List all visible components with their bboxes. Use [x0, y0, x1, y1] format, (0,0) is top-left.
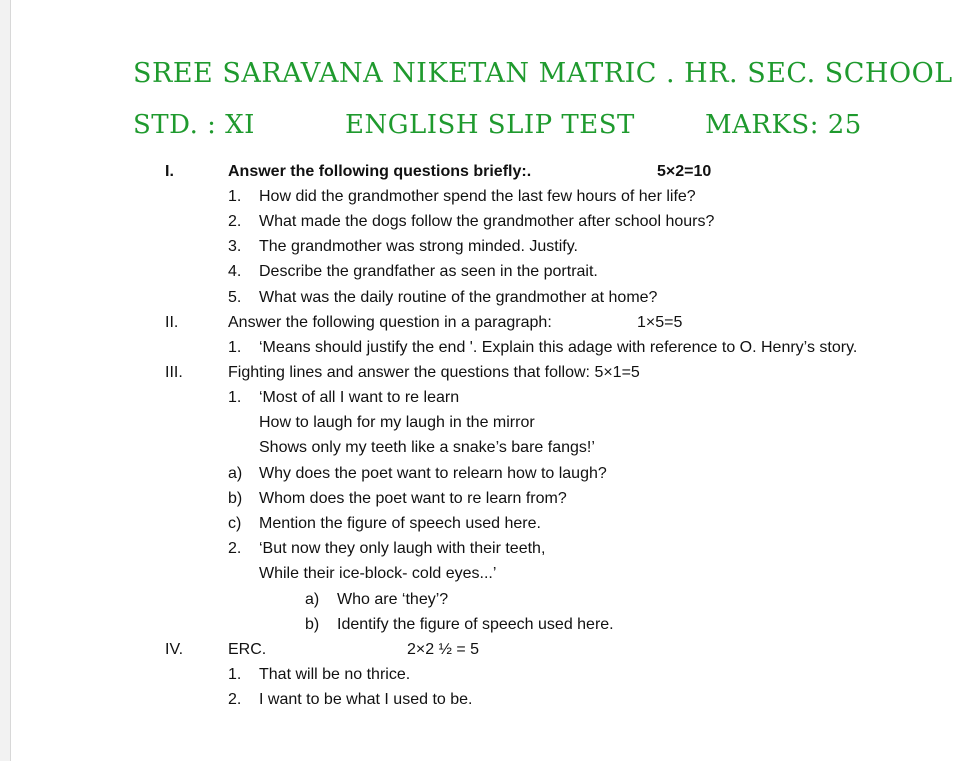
question-number: 2.: [228, 691, 242, 708]
question-number: 3.: [228, 238, 242, 255]
school-name: SREE SARAVANA NIKETAN MATRIC . HR. SEC. SCHOOL: [133, 58, 953, 89]
question-number: 1.: [228, 666, 242, 683]
question-letter: a): [305, 591, 320, 608]
section-marks: 5×2=10: [657, 163, 712, 180]
question-text: ‘Means should justify the end '. Explain this adage with reference to O. Henry’s story.: [259, 339, 858, 356]
section-number: I.: [165, 163, 174, 180]
question-number: 5.: [228, 289, 242, 306]
question-text: The grandmother was strong minded. Justify.: [259, 238, 578, 255]
poem-line: How to laugh for my laugh in the mirror: [259, 414, 535, 431]
question-text: That will be no thrice.: [259, 666, 411, 683]
question-text: Describe the grandfather as seen in the portrait.: [259, 263, 598, 280]
section-marks: 1×5=5: [637, 314, 683, 331]
question-letter: c): [228, 515, 242, 532]
poem-line: ‘Most of all I want to re learn: [259, 389, 460, 406]
question-text: Whom does the poet want to re learn from?: [259, 490, 567, 507]
standard-label: STD. : XI: [133, 110, 255, 140]
section-number: III.: [165, 364, 183, 381]
question-number: 4.: [228, 263, 242, 280]
section-title: Answer the following questions briefly:.: [228, 163, 532, 180]
question-number: 1.: [228, 339, 242, 356]
document-page: [10, 0, 963, 761]
section-title: Answer the following question in a paragraph:: [228, 314, 552, 331]
question-letter: b): [228, 490, 243, 507]
total-marks: MARKS: 25: [705, 110, 862, 140]
poem-line: ‘But now they only laugh with their teeth,: [259, 540, 546, 557]
question-number: 2.: [228, 213, 242, 230]
section-number: IV.: [165, 641, 184, 658]
poem-line: Shows only my teeth like a snake’s bare fangs!’: [259, 439, 595, 456]
question-text: Who are ‘they’?: [337, 591, 449, 608]
question-text: Mention the figure of speech used here.: [259, 515, 541, 532]
section-title: Fighting lines and answer the questions that follow: 5×1=5: [228, 364, 640, 381]
question-text: Identify the figure of speech used here.: [337, 616, 614, 633]
question-number: 1.: [228, 188, 242, 205]
section-title: ERC.: [228, 641, 267, 658]
question-letter: a): [228, 465, 243, 482]
question-text: What was the daily routine of the grandmother at home?: [259, 289, 658, 306]
question-text: What made the dogs follow the grandmother after school hours?: [259, 213, 715, 230]
question-text: Why does the poet want to relearn how to laugh?: [259, 465, 607, 482]
question-letter: b): [305, 616, 320, 633]
poem-number: 2.: [228, 540, 242, 557]
section-number: II.: [165, 314, 179, 331]
question-text: How did the grandmother spend the last few hours of her life?: [259, 188, 696, 205]
poem-line: While their ice-block- cold eyes...’: [259, 565, 497, 582]
poem-number: 1.: [228, 389, 242, 406]
section-marks: 2×2 ½ = 5: [407, 641, 480, 658]
question-text: I want to be what I used to be.: [259, 691, 473, 708]
test-title: ENGLISH SLIP TEST: [345, 110, 635, 140]
